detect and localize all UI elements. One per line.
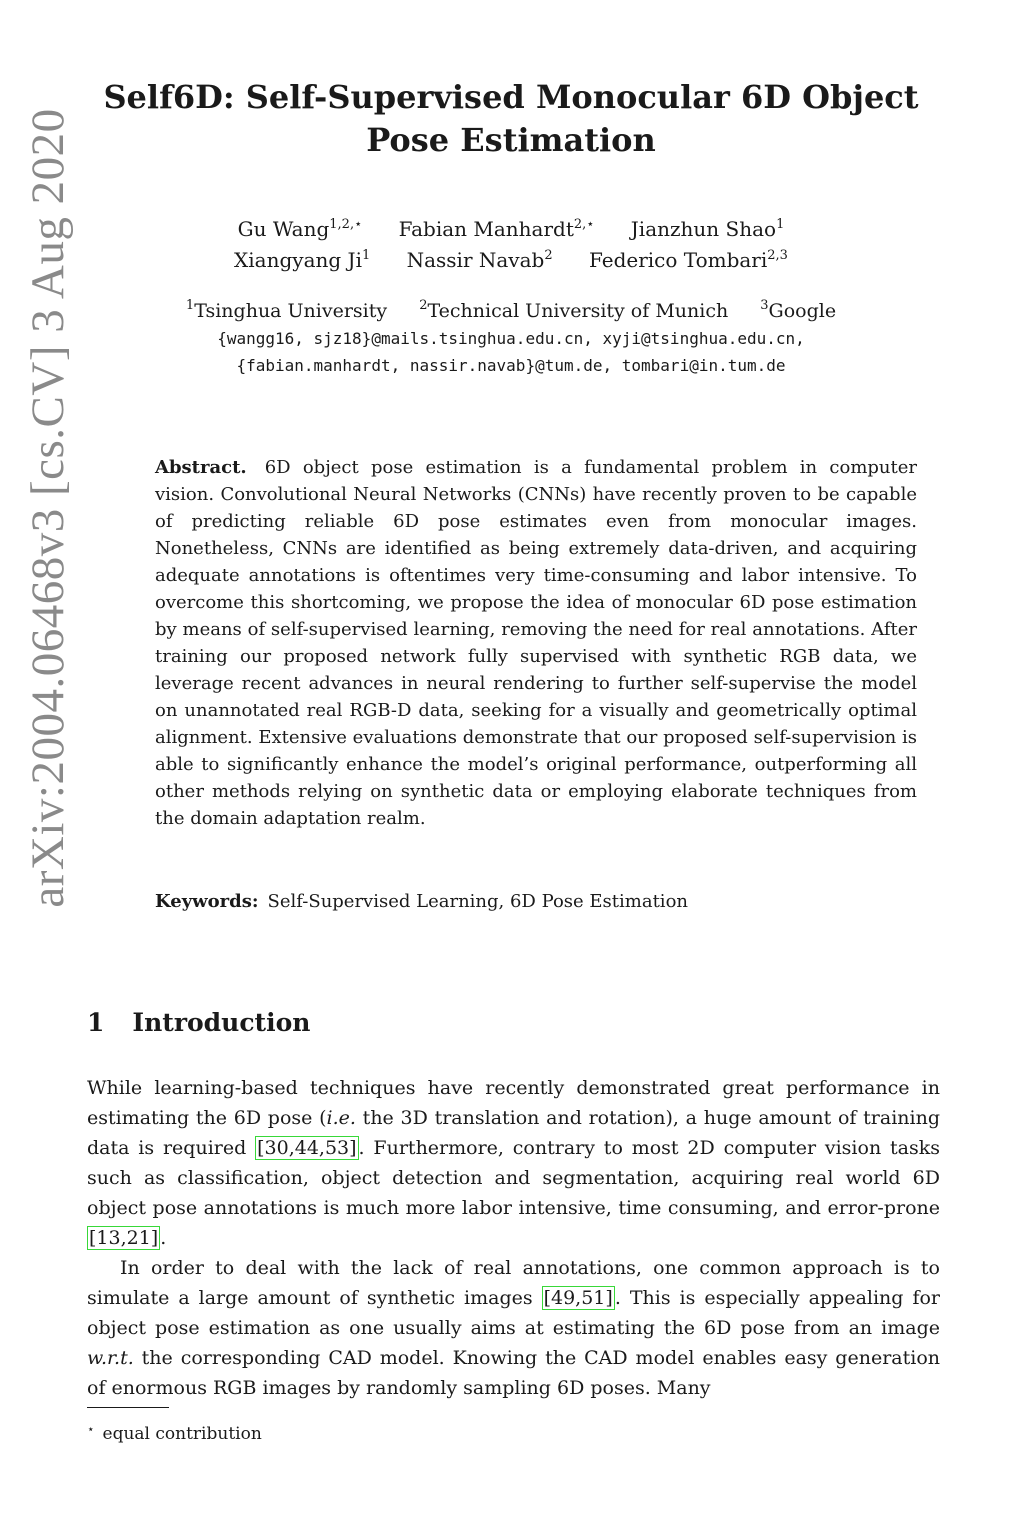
email-line-1: {wangg16, sjz18}@mails.tsinghua.edu.cn, xyji@tsinghua.edu.cn, [217, 329, 805, 348]
affiliation: $^3$Google [760, 298, 837, 322]
abstract [155, 454, 917, 832]
affiliation: $^1$Tsinghua University [185, 298, 388, 322]
author: Jianzhun Shao$^1$ [630, 217, 785, 241]
footnote-rule [87, 1407, 169, 1408]
section-heading [87, 1008, 310, 1037]
author: Xiangyang Ji$^1$ [234, 248, 371, 272]
keywords [155, 888, 917, 915]
paper-title: Self6D: Self-Supervised Monocular 6D Object Pose Estimation [103, 78, 919, 159]
author-line-2 [100, 245, 922, 276]
email-line-2: {fabian.manhardt, nassir.navab}@tum.de, tombari@in.tum.de [236, 356, 786, 375]
paragraph: In order to deal with the lack of real annotations, one common approach is to simulate a large amount of synthetic images [49,51] . This is especially appealing for object pose estimation as one usually aims at estimating the 6D pose from an image w.r.t. the corresponding CAD model. Knowing the CAD model enables easy generation of enormous RGB images by randomly sampling 6D poses. Many [87, 1257, 940, 1399]
affiliation: $^2$Technical University of Munich [419, 298, 729, 322]
abstract-label: Abstract. [155, 457, 247, 478]
body-text [87, 1073, 940, 1403]
section-title: Introduction [132, 1008, 311, 1037]
author: Gu Wang$^{1,2,⋆}$ [237, 217, 363, 241]
author-line-1 [100, 214, 922, 245]
keywords-label: Keywords: [155, 891, 259, 912]
abstract-text: 6D object pose estimation is a fundamental problem in computer vision. Convolutional Neural Networks (CNNs) have recently proven to be capable of predicting reliable 6D pose estimates even from monocular images. Nonetheless, CNNs are identified as being extremely data-driven, and acquiring adequate annotations is oftentimes very time-consuming and labor intensive. To overcome this shortcoming, we propose the idea of monocular 6D pose estimation by means of self-supervised learning, removing the need for real annotations. After training our proposed network fully supervised with synthetic RGB data, we leverage recent advances in neural rendering to further self-supervise the model on unannotated real RGB-D data, seeking for a visually and geometrically optimal alignment. Extensive evaluations demonstrate that our proposed self-supervision is able to significantly enhance the model’s original performance, outperforming all other methods relying on synthetic data or employing elaborate techniques from the domain adaptation realm. [155, 457, 917, 829]
footnote-text: equal contribution [102, 1424, 262, 1444]
keywords-text: Self-Supervised Learning, 6D Pose Estimation [267, 891, 688, 912]
citation-link[interactable]: [49,51] [543, 1287, 613, 1309]
author: Federico Tombari$^{2,3}$ [588, 248, 788, 272]
paragraph: While learning-based techniques have recently demonstrated great performance in estimating the 6D pose (i.e. the 3D translation and rotation), a huge amount of training data is required [30,44,53] . Furthermore, contrary to most 2D computer vision tasks such as classification, object detection and segmentation, acquiring real world 6D object pose annotations is much more labor intensive, time consuming, and error-prone [13,21] . [87, 1077, 940, 1249]
affiliation-line [100, 298, 922, 325]
section-number: 1 [87, 1008, 105, 1037]
arxiv-identifier: arXiv:2004.06468v3 [cs.CV] 3 Aug 2020 [22, 108, 74, 908]
citation-link[interactable]: [30,44,53] [257, 1137, 357, 1159]
author-list [100, 214, 922, 276]
citation-link[interactable]: [13,21] [89, 1227, 159, 1249]
author: Nassir Navab$^2$ [406, 248, 553, 272]
footnote [87, 1417, 262, 1446]
footnote-mark: ⋆ [87, 1422, 95, 1436]
affiliations [100, 298, 922, 379]
author: Fabian Manhardt$^{2,⋆}$ [398, 217, 595, 241]
